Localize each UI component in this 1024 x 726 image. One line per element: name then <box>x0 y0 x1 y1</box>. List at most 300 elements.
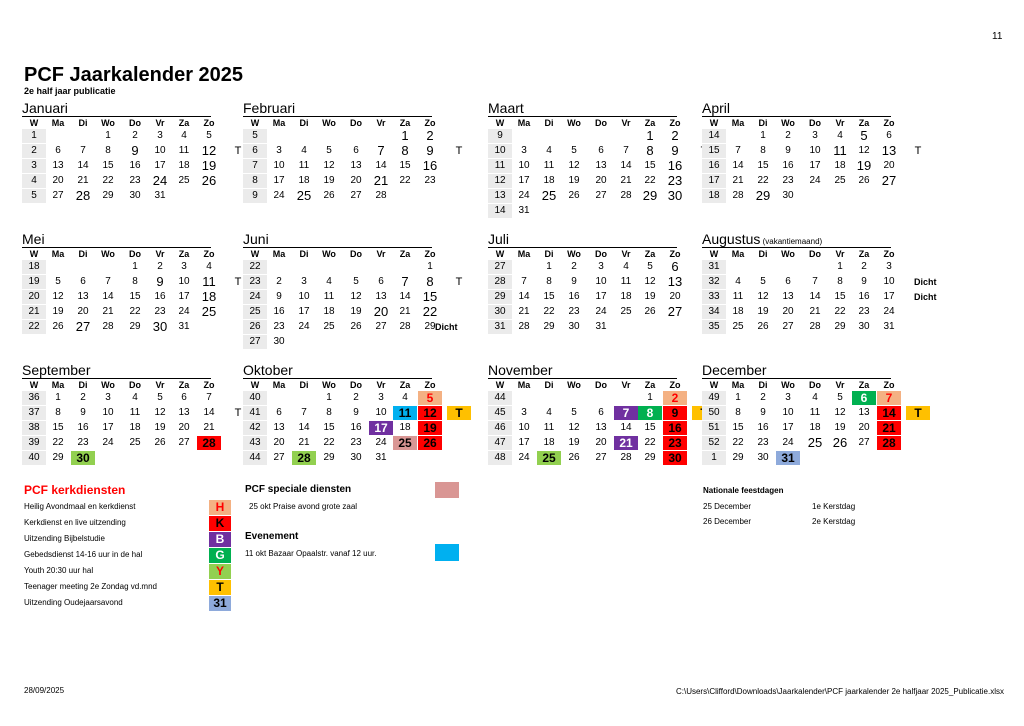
day-cell <box>803 260 827 274</box>
day-cell <box>197 320 221 334</box>
day-cell: 21 <box>614 436 638 450</box>
day-cell: 7 <box>614 406 638 420</box>
week-number: 46 <box>488 421 512 435</box>
week-number: 17 <box>702 174 726 188</box>
weekday-label: Za <box>178 118 190 128</box>
day-cell: 31 <box>776 451 800 465</box>
day-cell <box>562 129 586 143</box>
weekday-header <box>243 116 436 128</box>
day-cell: 26 <box>568 190 580 201</box>
day-cell: 28 <box>399 321 411 332</box>
day-cell: 10 <box>518 160 530 171</box>
weekday-label: Wo <box>781 118 795 128</box>
weekday-label: Zo <box>883 380 895 390</box>
weekday-label: W <box>495 249 505 259</box>
day-cell: 18 <box>732 306 744 317</box>
day-cell: 24 <box>518 452 530 463</box>
day-cell: 10 <box>298 291 310 302</box>
day-cell: 30 <box>858 321 870 332</box>
weekday-label: Ma <box>517 249 531 259</box>
day-cell: 10 <box>154 145 166 156</box>
weekday-label: Di <box>544 380 554 390</box>
weekday-label: Vr <box>621 380 631 390</box>
week-number: 3 <box>22 159 46 173</box>
week-number: 33 <box>702 290 726 304</box>
day-cell: 4 <box>812 392 818 403</box>
day-cell: 21 <box>518 306 530 317</box>
day-cell: 13 <box>595 422 607 433</box>
week-number: 5 <box>243 129 267 143</box>
day-cell <box>71 129 95 143</box>
day-cell: 12 <box>757 291 769 302</box>
day-cell <box>751 260 775 274</box>
day-cell: 25 <box>323 321 335 332</box>
legend-code-badge: B <box>209 532 231 547</box>
day-cell: 2 <box>663 391 687 405</box>
day-cell: 11 <box>129 407 141 418</box>
day-cell: 7 <box>301 407 307 418</box>
day-cell: 1 <box>326 392 332 403</box>
day-cell: 19 <box>350 306 362 317</box>
day-cell: 18 <box>834 160 846 171</box>
week-number: 44 <box>243 451 267 465</box>
day-cell: 22 <box>757 175 769 186</box>
footer-date: 28/09/2025 <box>24 686 65 695</box>
day-cell: 5 <box>353 276 359 287</box>
day-cell <box>317 129 341 143</box>
day-cell: 4 <box>132 392 138 403</box>
day-cell: 28 <box>620 190 632 201</box>
weekday-label: W <box>29 380 39 390</box>
weekday-label: Vr <box>155 249 165 259</box>
day-cell: 22 <box>102 175 114 186</box>
day-cell: 3 <box>181 261 187 272</box>
weekday-label: Do <box>350 249 362 259</box>
day-cell: 27 <box>782 321 794 332</box>
page-title: PCF Jaarkalender 2025 <box>24 64 244 86</box>
day-cell: 1 <box>132 261 138 272</box>
day-cell: 26 <box>858 175 870 186</box>
day-cell <box>292 335 316 349</box>
day-cell: 13 <box>350 160 362 171</box>
day-cell: 3 <box>886 261 892 272</box>
weekday-label: Zo <box>203 249 215 259</box>
day-cell: 1 <box>837 261 843 272</box>
day-cell <box>393 260 417 274</box>
day-cell <box>537 391 561 405</box>
day-cell: 7 <box>80 145 86 156</box>
week-number: 6 <box>243 144 267 158</box>
month-name-text: Januari <box>22 100 68 116</box>
day-cell <box>852 189 876 203</box>
day-cell: 12 <box>644 276 656 287</box>
month-name <box>243 100 295 116</box>
day-cell: 30 <box>568 321 580 332</box>
day-cell <box>393 451 417 465</box>
day-cell: 14 <box>518 291 530 302</box>
day-cell <box>803 451 827 465</box>
teen-marker: T <box>234 145 242 157</box>
feestdag-date: 25 December <box>703 502 752 511</box>
day-cell <box>267 391 291 405</box>
day-cell: 17 <box>273 175 285 186</box>
day-cell: 24 <box>298 321 310 332</box>
weekday-label: Ma <box>51 118 65 128</box>
day-cell: 26 <box>568 452 580 463</box>
day-cell <box>172 189 196 203</box>
day-cell: 16 <box>273 306 285 317</box>
day-cell: 24 <box>273 190 285 201</box>
day-cell: 16 <box>757 422 769 433</box>
weekday-header <box>22 378 215 390</box>
evenement-swatch <box>435 544 459 561</box>
weekday-label: Wo <box>781 249 795 259</box>
day-cell: 27 <box>667 304 683 319</box>
day-cell <box>663 320 687 334</box>
day-cell: 18 <box>129 422 141 433</box>
day-cell: 2 <box>80 392 86 403</box>
week-number: 40 <box>22 451 46 465</box>
day-cell <box>828 189 852 203</box>
day-cell: 24 <box>518 190 530 201</box>
weekday-label: Wo <box>101 249 115 259</box>
weekday-label: Wo <box>322 118 336 128</box>
legend-item-label: Heilig Avondmaal en kerkdienst <box>24 502 136 511</box>
day-cell: 7 <box>877 391 901 405</box>
day-cell: 12 <box>323 160 335 171</box>
month-name-text: Juli <box>488 231 510 247</box>
day-cell: 23 <box>858 306 870 317</box>
day-cell: 25 <box>732 321 744 332</box>
day-cell: 20 <box>595 437 607 448</box>
day-cell: 3 <box>378 392 384 403</box>
weekday-label: W <box>495 118 505 128</box>
weekday-label: Vr <box>835 118 845 128</box>
day-cell: 6 <box>852 391 876 405</box>
day-cell: 26 <box>832 435 848 450</box>
day-cell <box>369 129 393 143</box>
month-name <box>702 362 767 378</box>
day-cell: 21 <box>399 306 411 317</box>
day-cell: 15 <box>644 160 656 171</box>
day-cell: 4 <box>181 130 187 141</box>
day-cell <box>344 129 368 143</box>
day-cell <box>877 189 901 203</box>
day-cell <box>803 189 827 203</box>
week-number: 43 <box>243 436 267 450</box>
day-cell: 24 <box>375 437 387 448</box>
day-cell: 6 <box>80 276 86 287</box>
day-cell: 22 <box>422 304 438 319</box>
day-cell: 21 <box>620 175 632 186</box>
day-cell: 13 <box>375 291 387 302</box>
week-number: 27 <box>243 335 267 349</box>
day-cell: 15 <box>757 160 769 171</box>
day-cell: 7 <box>623 145 629 156</box>
weekday-label: Do <box>595 380 607 390</box>
weekday-label: W <box>250 118 260 128</box>
day-cell: 14 <box>375 160 387 171</box>
day-cell: 5 <box>418 391 442 405</box>
month-suffix: (vakantiemaand) <box>760 237 823 246</box>
feestdag-date: 26 December <box>703 517 752 526</box>
day-cell <box>46 260 70 274</box>
day-cell: 26 <box>323 190 335 201</box>
day-cell: 3 <box>598 261 604 272</box>
day-cell: 1 <box>647 392 653 403</box>
day-cell: 5 <box>571 145 577 156</box>
day-cell: 3 <box>785 392 791 403</box>
weekday-label: W <box>29 249 39 259</box>
day-cell: 7 <box>377 143 385 158</box>
day-cell: 20 <box>273 437 285 448</box>
kerkdiensten-title: PCF kerkdiensten <box>24 483 126 497</box>
weekday-label: Do <box>809 380 821 390</box>
week-number: 22 <box>243 260 267 274</box>
teen-marker: T <box>234 276 242 288</box>
week-number: 12 <box>488 174 512 188</box>
day-cell: 26 <box>418 436 442 450</box>
legend-item-label: Kerkdienst en live uitzending <box>24 518 126 527</box>
day-cell: 21 <box>298 437 310 448</box>
weekday-label: Wo <box>567 249 581 259</box>
day-cell <box>562 204 586 218</box>
day-cell: 4 <box>837 130 843 141</box>
month-name <box>22 231 45 247</box>
day-cell <box>292 260 316 274</box>
day-cell <box>369 260 393 274</box>
day-cell: 30 <box>273 336 285 347</box>
evenement-item: 11 okt Bazaar Opaalstr. vanaf 12 uur. <box>245 549 377 558</box>
day-cell: 11 <box>178 145 190 156</box>
weekday-label: Wo <box>101 118 115 128</box>
day-cell: 1 <box>646 128 654 143</box>
day-cell <box>638 320 662 334</box>
day-cell: 6 <box>671 259 679 274</box>
day-cell: 13 <box>52 160 64 171</box>
day-cell: 19 <box>52 306 64 317</box>
week-number: 35 <box>702 320 726 334</box>
day-cell: 10 <box>273 160 285 171</box>
week-number: 15 <box>702 144 726 158</box>
day-cell: 20 <box>178 422 190 433</box>
legend-item-label: Youth 20:30 uur hal <box>24 566 94 575</box>
day-cell: 22 <box>399 175 411 186</box>
week-number: 25 <box>243 305 267 319</box>
weekday-label: Do <box>129 118 141 128</box>
day-cell: 11 <box>809 407 821 418</box>
teen-marker: T <box>455 145 463 157</box>
day-cell: 29 <box>52 452 64 463</box>
day-cell: 12 <box>418 406 442 420</box>
day-cell: 8 <box>638 406 662 420</box>
week-number: 1 <box>702 451 726 465</box>
weekday-label: Zo <box>883 118 895 128</box>
day-cell: 12 <box>568 422 580 433</box>
day-cell: 11 <box>323 291 335 302</box>
day-cell: 15 <box>399 160 411 171</box>
teen-marker: T <box>906 406 930 420</box>
day-cell <box>537 129 561 143</box>
weekday-header <box>702 378 895 390</box>
day-cell: 25 <box>541 188 557 203</box>
week-number: 9 <box>488 129 512 143</box>
week-number: 37 <box>22 406 46 420</box>
day-cell: 11 <box>833 143 847 158</box>
week-number: 51 <box>702 421 726 435</box>
day-cell: 20 <box>669 291 681 302</box>
day-cell: 29 <box>323 452 335 463</box>
week-number: 18 <box>702 189 726 203</box>
weekday-label: W <box>250 249 260 259</box>
day-cell: 16 <box>154 291 166 302</box>
day-cell: 25 <box>393 436 417 450</box>
day-cell: 14 <box>399 291 411 302</box>
day-cell: 5 <box>157 392 163 403</box>
month-name <box>702 231 822 247</box>
day-cell: 8 <box>646 143 654 158</box>
feestdagen-title: Nationale feestdagen <box>703 486 784 495</box>
day-cell: 27 <box>595 190 607 201</box>
day-cell: 20 <box>883 160 895 171</box>
closed-note: Dicht <box>435 322 458 332</box>
day-cell: 14 <box>809 291 821 302</box>
day-cell: 16 <box>129 160 141 171</box>
day-cell: 8 <box>837 276 843 287</box>
day-cell: 2 <box>426 128 434 143</box>
day-cell: 15 <box>422 289 438 304</box>
day-cell: 15 <box>129 291 141 302</box>
day-cell: 26 <box>154 437 166 448</box>
day-cell: 28 <box>197 436 221 450</box>
day-cell: 25 <box>834 175 846 186</box>
day-cell: 4 <box>301 145 307 156</box>
month-name-text: September <box>22 362 91 378</box>
day-cell: 6 <box>353 145 359 156</box>
weekday-header <box>22 247 215 259</box>
weekday-label: Zo <box>424 249 436 259</box>
day-cell: 21 <box>809 306 821 317</box>
day-cell: 5 <box>647 261 653 272</box>
week-number: 31 <box>488 320 512 334</box>
week-number: 40 <box>243 391 267 405</box>
weekday-label: Do <box>350 118 362 128</box>
day-cell: 31 <box>375 452 387 463</box>
day-cell: 5 <box>837 392 843 403</box>
day-cell: 10 <box>518 422 530 433</box>
day-cell <box>71 260 95 274</box>
day-cell: 16 <box>350 422 362 433</box>
day-cell: 10 <box>102 407 114 418</box>
legend-code-badge: K <box>209 516 231 531</box>
day-cell: 17 <box>518 175 530 186</box>
day-cell <box>418 335 442 349</box>
weekday-header <box>243 247 436 259</box>
day-cell: 8 <box>735 407 741 418</box>
day-cell: 18 <box>323 306 335 317</box>
week-number: 39 <box>22 436 46 450</box>
day-cell: 11 <box>393 406 417 420</box>
weekday-label: Ma <box>272 249 286 259</box>
day-cell <box>589 129 613 143</box>
legend-code-badge: 31 <box>209 596 231 611</box>
day-cell <box>418 189 442 203</box>
weekday-label: Vr <box>376 380 386 390</box>
day-cell: 23 <box>782 175 794 186</box>
day-cell: 8 <box>105 145 111 156</box>
day-cell <box>663 204 687 218</box>
weekday-label: Za <box>858 249 870 259</box>
day-cell <box>123 451 147 465</box>
month-name <box>22 362 90 378</box>
day-cell: 22 <box>323 437 335 448</box>
weekday-header <box>702 247 895 259</box>
day-cell: 10 <box>883 276 895 287</box>
week-number: 49 <box>702 391 726 405</box>
day-cell: 14 <box>203 407 215 418</box>
day-cell: 19 <box>154 422 166 433</box>
weekday-label: W <box>495 380 505 390</box>
day-cell: 31 <box>178 321 190 332</box>
weekday-label: Do <box>350 380 362 390</box>
day-cell: 9 <box>671 143 679 158</box>
legend-item-label: Uitzending Oudejaarsavond <box>24 598 123 607</box>
weekday-header <box>488 378 681 390</box>
weekday-label: Di <box>78 380 88 390</box>
day-cell: 22 <box>732 437 744 448</box>
day-cell <box>292 129 316 143</box>
week-number: 30 <box>488 305 512 319</box>
weekday-label: Do <box>595 118 607 128</box>
day-cell <box>614 320 638 334</box>
day-cell: 16 <box>782 160 794 171</box>
day-cell <box>726 260 750 274</box>
day-cell: 25 <box>807 435 823 450</box>
weekday-label: Ma <box>517 118 531 128</box>
day-cell <box>614 204 638 218</box>
day-cell: 13 <box>782 291 794 302</box>
weekday-label: Wo <box>101 380 115 390</box>
weekday-label: Do <box>129 249 141 259</box>
closed-note: Dicht <box>914 277 937 287</box>
day-cell: 21 <box>732 175 744 186</box>
month-name-text: April <box>702 100 731 116</box>
day-cell: 14 <box>298 422 310 433</box>
day-cell: 23 <box>424 175 436 186</box>
day-cell <box>197 451 221 465</box>
day-cell <box>776 260 800 274</box>
weekday-label: Za <box>644 249 656 259</box>
day-cell: 22 <box>644 175 656 186</box>
day-cell: 15 <box>52 422 64 433</box>
week-number: 14 <box>488 204 512 218</box>
day-cell: 19 <box>644 291 656 302</box>
speciale-diensten-title: PCF speciale diensten <box>245 484 352 495</box>
month-name <box>702 100 730 116</box>
page-number: 11 <box>992 31 1003 42</box>
day-cell: 26 <box>350 321 362 332</box>
day-cell: 9 <box>353 407 359 418</box>
day-cell <box>512 391 536 405</box>
day-cell: 27 <box>595 452 607 463</box>
day-cell: 20 <box>77 306 89 317</box>
day-cell: 27 <box>75 319 91 334</box>
day-cell: 28 <box>809 321 821 332</box>
day-cell: 11 <box>202 274 216 289</box>
day-cell: 25 <box>296 188 312 203</box>
day-cell: 27 <box>273 452 285 463</box>
day-cell: 7 <box>812 276 818 287</box>
